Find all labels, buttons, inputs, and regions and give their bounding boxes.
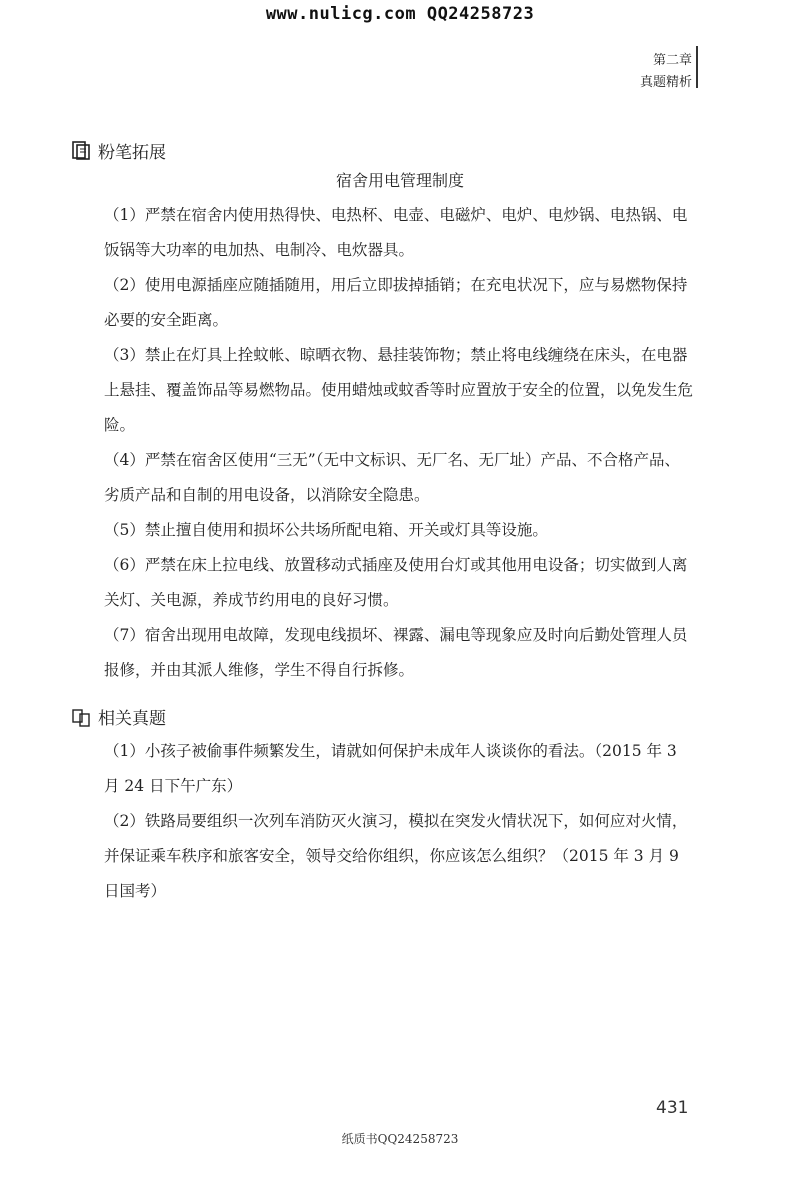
- section-heading-text: 粉笔拓展: [98, 143, 166, 163]
- section-heading-text: 相关真题: [98, 709, 166, 729]
- book-icon: [72, 141, 90, 166]
- page-number: 431: [656, 1098, 689, 1118]
- rule-item: （1）严禁在宿舍内使用热得快、电热杯、电壶、电磁炉、电炉、电炒锅、电热锅、电饭锅等大功率的电加热、电制冷、电炊器具。: [104, 206, 688, 259]
- rules-list: [104, 198, 694, 688]
- footer-text: 纸质书QQ24258723: [341, 1132, 459, 1146]
- rule-item: （6）严禁在床上拉电线、放置移动式插座及使用台灯或其他用电设备；切实做到人离关灯、关电源，养成节约用电的良好习惯。: [104, 556, 688, 609]
- document-title: 宿舍用电管理制度: [335, 171, 464, 190]
- section-heading-extension: [72, 138, 166, 166]
- question-icon: [72, 707, 90, 732]
- section-heading-questions: [72, 704, 166, 732]
- chapter-header: [640, 50, 692, 94]
- question-item: （2）铁路局要组织一次列车消防灭火演习，模拟在突发火情状况下，如何应对火情，并保证乘车秩序和旅客安全，领导交给你组织，你应该怎么组织？（2015 年 3 月 9 日国考）: [104, 812, 688, 900]
- chapter-title: 第二章: [652, 53, 692, 68]
- rule-item: （3）禁止在灯具上拴蚊帐、晾晒衣物、悬挂装饰物；禁止将电线缠绕在床头，在电器上悬挂、覆盖饰品等易燃物品。使用蜡烛或蚊香等时应置放于安全的位置，以免发生危险。: [104, 346, 694, 434]
- chapter-divider: [696, 46, 698, 88]
- rule-item: （4）严禁在宿舍区使用“三无”（无中文标识、无厂名、无厂址）产品、不合格产品、劣质产品和自制的用电设备，以消除安全隐患。: [104, 451, 680, 504]
- watermark-text: www.nulicg.com QQ24258723: [265, 4, 535, 24]
- rule-item: （7）宿舍出现用电故障，发现电线损坏、裸露、漏电等现象应及时向后勤处管理人员报修，并由其派人维修，学生不得自行拆修。: [104, 626, 688, 679]
- rule-item: （2）使用电源插座应随插随用，用后立即拔掉插销；在充电状况下，应与易燃物保持必要的安全距离。: [104, 276, 688, 329]
- chapter-subtitle: 真题精析: [639, 75, 692, 90]
- question-item: （1）小孩子被偷事件频繁发生，请就如何保护未成年人谈谈你的看法。（2015 年 3 月 24 日下午广东）: [104, 742, 677, 795]
- questions-list: [104, 734, 694, 909]
- rule-item: （5）禁止擅自使用和损坏公共场所配电箱、开关或灯具等设施。: [104, 521, 548, 539]
